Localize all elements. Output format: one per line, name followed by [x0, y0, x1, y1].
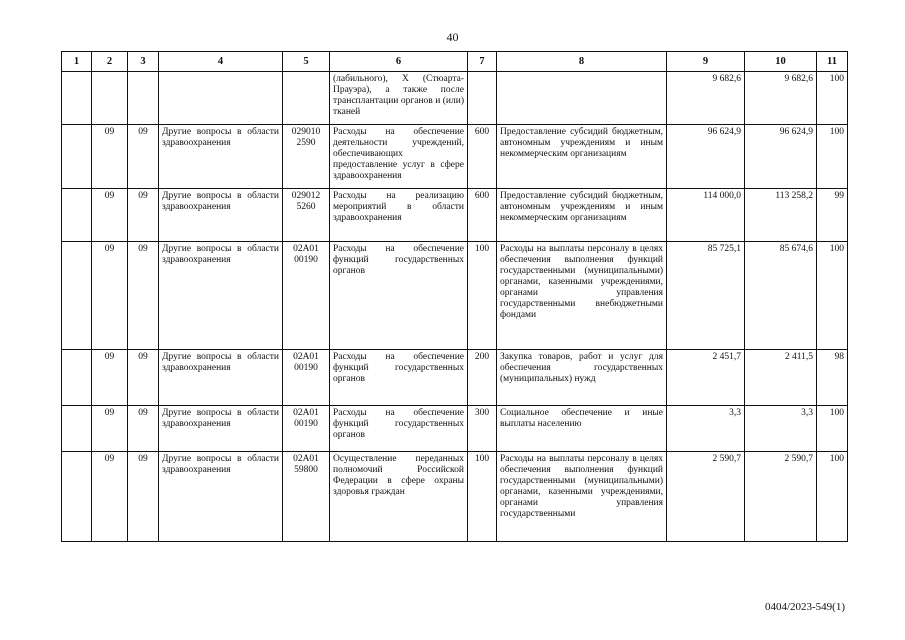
cell-expense-type-name: Социальное обеспечение и иные выплаты населению [497, 406, 667, 452]
cell-expense-name: Расходы на реализацию мероприятий в области здравоохранения [330, 189, 468, 242]
cell-percent: 98 [817, 350, 848, 406]
page-number: 40 [446, 30, 459, 44]
cell-expense-type-name: Предоставление субсидий бюджетным, автономным учреждениям и иным некоммерческим организациям [497, 189, 667, 242]
cell-col1 [62, 125, 92, 189]
table-row [62, 72, 848, 125]
cell-target-code: 02А01 00190 [283, 406, 330, 452]
cell-col1 [62, 452, 92, 542]
cell-subsection: 09 [128, 189, 159, 242]
cell-planned: 2 590,7 [667, 452, 745, 542]
column-header: 6 [330, 52, 468, 72]
column-header: 11 [817, 52, 848, 72]
cell-col1 [62, 189, 92, 242]
column-header: 1 [62, 52, 92, 72]
cell-expense-type-name: Расходы на выплаты персоналу в целях обеспечения выполнения функций государственными (муниципальными) органами, казенными учреждениями, органами управления государственными [497, 452, 667, 542]
cell-planned: 2 451,7 [667, 350, 745, 406]
cell-section-name: Другие вопросы в области здравоохранения [159, 406, 283, 452]
column-header: 9 [667, 52, 745, 72]
cell-planned: 96 624,9 [667, 125, 745, 189]
column-header: 2 [92, 52, 128, 72]
cell-expense-type-code: 300 [468, 406, 497, 452]
cell-subsection: 09 [128, 242, 159, 350]
cell-percent: 100 [817, 406, 848, 452]
cell-expense-name: (лабильного), X (Стюарта-Прауэра), а также после трансплантации органов и (или) тканей [330, 72, 468, 125]
cell-target-code: 02А01 00190 [283, 350, 330, 406]
budget-table [61, 51, 848, 542]
cell-expense-name: Расходы на обеспечение функций государственных органов [330, 406, 468, 452]
cell-section: 09 [92, 350, 128, 406]
cell-percent: 100 [817, 452, 848, 542]
cell-actual: 113 258,2 [745, 189, 817, 242]
cell-section-name: Другие вопросы в области здравоохранения [159, 242, 283, 350]
column-header: 3 [128, 52, 159, 72]
cell-percent: 100 [817, 72, 848, 125]
cell-expense-type-code: 200 [468, 350, 497, 406]
cell-col1 [62, 350, 92, 406]
cell-section-name: Другие вопросы в области здравоохранения [159, 189, 283, 242]
cell-planned: 114 000,0 [667, 189, 745, 242]
cell-section [92, 72, 128, 125]
cell-actual: 96 624,9 [745, 125, 817, 189]
cell-subsection: 09 [128, 406, 159, 452]
cell-section-name: Другие вопросы в области здравоохранения [159, 452, 283, 542]
cell-expense-type-name: Расходы на выплаты персоналу в целях обеспечения выполнения функций государственными (муниципальными) органами, казенными учреждениями, органами управления государственными внебюджетными фондами [497, 242, 667, 350]
cell-col1 [62, 406, 92, 452]
cell-expense-name: Осуществление переданных полномочий Российской Федерации в сфере охраны здоровья граждан [330, 452, 468, 542]
cell-section-name [159, 72, 283, 125]
cell-actual: 3,3 [745, 406, 817, 452]
cell-subsection: 09 [128, 125, 159, 189]
cell-expense-name: Расходы на обеспечение функций государственных органов [330, 242, 468, 350]
cell-expense-name: Расходы на обеспечение деятельности учреждений, обеспечивающих предоставление услуг в сфере здравоохранения [330, 125, 468, 189]
document-code: 0404/2023-549(1) [764, 601, 845, 613]
cell-target-code: 02А01 00190 [283, 242, 330, 350]
cell-target-code [283, 72, 330, 125]
cell-target-code: 029010 2590 [283, 125, 330, 189]
cell-subsection: 09 [128, 452, 159, 542]
cell-target-code: 029012 5260 [283, 189, 330, 242]
cell-expense-type-code [468, 72, 497, 125]
cell-section-name: Другие вопросы в области здравоохранения [159, 125, 283, 189]
cell-section-name: Другие вопросы в области здравоохранения [159, 350, 283, 406]
cell-section: 09 [92, 406, 128, 452]
cell-expense-type-name [497, 72, 667, 125]
cell-percent: 99 [817, 189, 848, 242]
cell-actual: 2 590,7 [745, 452, 817, 542]
cell-planned: 9 682,6 [667, 72, 745, 125]
cell-percent: 100 [817, 125, 848, 189]
table-row [62, 242, 848, 350]
column-header: 10 [745, 52, 817, 72]
cell-subsection [128, 72, 159, 125]
table-header-row [62, 52, 848, 72]
cell-percent: 100 [817, 242, 848, 350]
cell-section: 09 [92, 125, 128, 189]
cell-target-code: 02А01 59800 [283, 452, 330, 542]
column-header: 4 [159, 52, 283, 72]
table-row [62, 189, 848, 242]
column-header: 8 [497, 52, 667, 72]
cell-actual: 85 674,6 [745, 242, 817, 350]
cell-section: 09 [92, 189, 128, 242]
cell-expense-type-code: 600 [468, 189, 497, 242]
cell-col1 [62, 72, 92, 125]
cell-expense-type-name: Закупка товаров, работ и услуг для обеспечения государственных (муниципальных) нужд [497, 350, 667, 406]
cell-section: 09 [92, 242, 128, 350]
table-row [62, 406, 848, 452]
cell-expense-type-code: 100 [468, 452, 497, 542]
column-header: 5 [283, 52, 330, 72]
column-header: 7 [468, 52, 497, 72]
cell-subsection: 09 [128, 350, 159, 406]
table-row [62, 125, 848, 189]
cell-expense-type-code: 100 [468, 242, 497, 350]
cell-col1 [62, 242, 92, 350]
cell-planned: 3,3 [667, 406, 745, 452]
cell-expense-type-name: Предоставление субсидий бюджетным, автономным учреждениям и иным некоммерческим организациям [497, 125, 667, 189]
cell-actual: 9 682,6 [745, 72, 817, 125]
cell-expense-type-code: 600 [468, 125, 497, 189]
cell-actual: 2 411,5 [745, 350, 817, 406]
cell-section: 09 [92, 452, 128, 542]
cell-expense-name: Расходы на обеспечение функций государственных органов [330, 350, 468, 406]
cell-planned: 85 725,1 [667, 242, 745, 350]
table-row [62, 452, 848, 542]
table-row [62, 350, 848, 406]
